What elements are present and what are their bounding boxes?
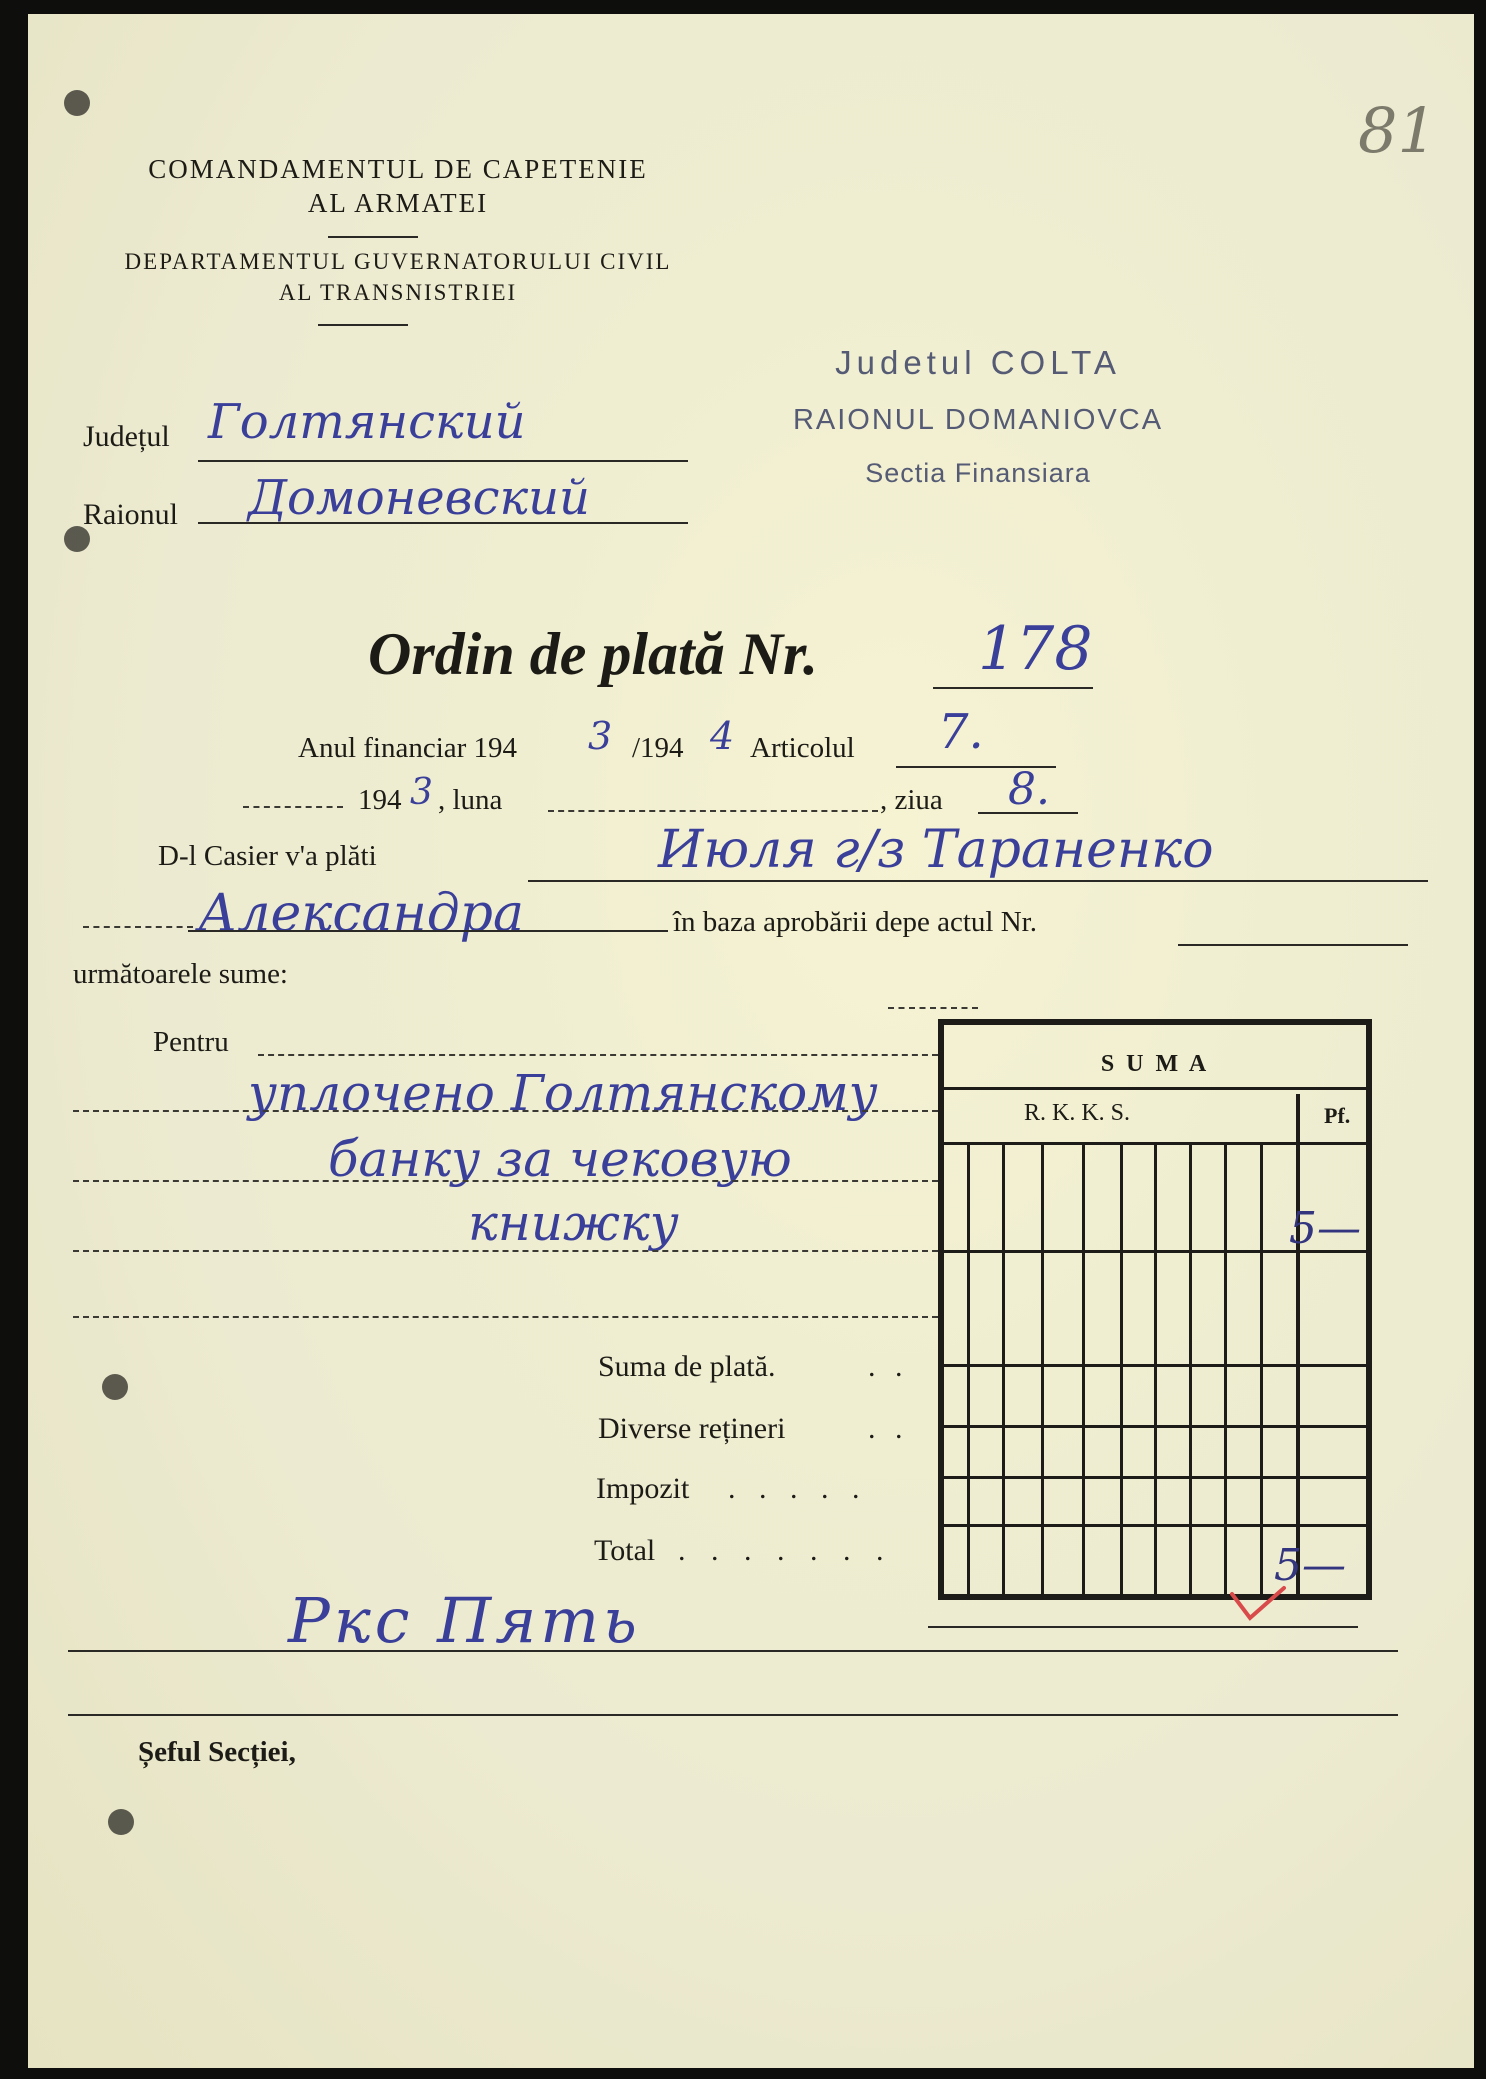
divider	[888, 1007, 978, 1009]
dept-line-1: DEPARTAMENTUL GUVERNATORULUI CIVIL	[124, 249, 672, 274]
ziua-underline	[978, 812, 1078, 814]
articol-label: Articolul	[750, 732, 855, 764]
table-row-rule	[944, 1476, 1366, 1479]
diverse-label: Diverse rețineri	[598, 1412, 786, 1445]
casier-label: D-l Casier v'a plăti	[158, 840, 377, 872]
table-total: 5—	[1274, 1540, 1346, 1591]
articol-value: 7.	[938, 704, 984, 760]
table-col-pf: Pf.	[1324, 1103, 1351, 1128]
title-number-underline	[933, 687, 1093, 689]
pentru-line-2-rule	[73, 1180, 938, 1182]
impozit-dots: . . . . .	[728, 1472, 868, 1505]
suma-label: Suma de plată.	[598, 1350, 776, 1383]
stamp-line-2: RAIONUL DOMANIOVCA	[792, 404, 1164, 436]
page-number: 81	[1358, 94, 1437, 167]
year-1: 3	[588, 714, 613, 758]
act-underline	[1178, 944, 1408, 946]
baza-label: în baza aprobării depe actul Nr.	[673, 906, 1037, 938]
org-line-1: COMANDAMENTUL DE CAPETENIE	[148, 154, 648, 184]
judet-value: Голтянский	[208, 394, 526, 450]
ziua-value: 8.	[1008, 764, 1050, 815]
stamp-line-1: Judetul COLTA	[835, 344, 1121, 381]
sef-label: Șeful Secției,	[138, 1736, 296, 1768]
judet-underline	[198, 460, 688, 462]
words-rule	[68, 1650, 1398, 1652]
payee-name: Александра	[198, 884, 524, 944]
table-row-rule	[944, 1425, 1366, 1428]
pentru-line-3-rule	[73, 1250, 938, 1252]
amount-in-words: Ркс Пять	[288, 1584, 641, 1657]
year-sep: /194	[632, 732, 684, 764]
year-2: 4	[710, 714, 735, 758]
table-row-rule	[944, 1524, 1366, 1527]
year-label: Anul financiar 194	[298, 732, 518, 764]
table-amount: 5—	[1289, 1203, 1361, 1254]
total-dots: . . . . . . .	[678, 1534, 893, 1567]
judet-label: Județul	[83, 420, 170, 453]
punch-hole	[102, 1374, 128, 1400]
suma-table	[938, 1019, 1372, 1600]
pentru-label: Pentru	[153, 1026, 229, 1058]
pentru-line-4-rule	[73, 1316, 938, 1318]
pentru-line-1-rule	[73, 1110, 938, 1112]
document-paper	[28, 14, 1474, 2068]
pentru-blank	[258, 1054, 938, 1056]
raion-label: Raionul	[83, 498, 178, 531]
pentru-line-3: книжку	[468, 1194, 679, 1252]
bottom-rule	[68, 1714, 1398, 1716]
header-divider	[318, 324, 408, 326]
impozit-label: Impozit	[596, 1472, 690, 1505]
table-header-rule	[944, 1087, 1366, 1090]
header-divider	[328, 236, 418, 238]
red-check-mark	[1228, 1584, 1288, 1624]
pentru-line-2: банку за чековую	[328, 1130, 792, 1188]
stamp-line-3: Sectia Finansiara	[865, 458, 1091, 488]
dept-line-2: AL TRANSNISTRIEI	[278, 280, 518, 305]
document-title: Ordin de plată Nr.	[368, 621, 819, 687]
table-col-rkks: R. K. K. S.	[1024, 1100, 1131, 1126]
luna-label: , luna	[438, 784, 503, 816]
casier-value: Июля г/з Тараненко	[658, 820, 1214, 880]
casier-underline	[528, 880, 1428, 882]
table-row-rule	[944, 1364, 1366, 1367]
suma-dots: . .	[868, 1350, 909, 1383]
words-underline	[928, 1626, 1358, 1628]
punch-hole	[64, 90, 90, 116]
table-header: S U M A	[1100, 1051, 1210, 1077]
ziua-label: , ziua	[880, 784, 943, 816]
pentru-line-1: уплочено Голтянскому	[248, 1064, 878, 1122]
name-underline	[188, 930, 668, 932]
raion-underline	[198, 522, 688, 524]
date-year-digit: 3	[410, 772, 433, 813]
org-line-2: AL ARMATEI	[307, 188, 489, 218]
urmatoarele-label: următoarele sume:	[73, 958, 288, 990]
date-blank	[243, 806, 343, 808]
luna-blank	[548, 810, 878, 812]
diverse-dots: . .	[868, 1412, 909, 1445]
raion-value: Домоневский	[248, 470, 590, 526]
table-col-pf-divider	[1296, 1094, 1300, 1594]
punch-hole	[108, 1809, 134, 1835]
order-number: 178	[978, 614, 1093, 684]
date-prefix: 194	[358, 784, 402, 816]
name-blank	[83, 926, 193, 928]
total-label: Total	[594, 1534, 656, 1567]
